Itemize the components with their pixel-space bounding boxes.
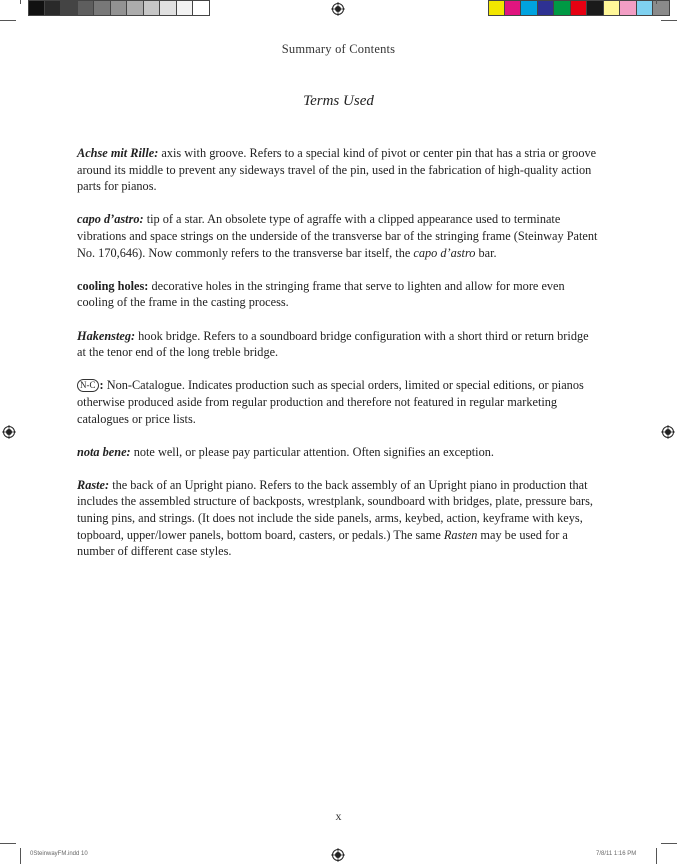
glossary-term: Achse mit Rille: xyxy=(77,146,159,160)
registration-mark-icon xyxy=(331,2,345,16)
calibration-swatch xyxy=(587,0,604,16)
registration-mark-icon xyxy=(331,848,345,862)
calibration-swatch xyxy=(488,0,505,16)
calibration-swatch xyxy=(78,0,95,16)
calibration-swatch xyxy=(538,0,555,16)
section-title: Terms Used xyxy=(303,93,374,109)
calibration-swatch xyxy=(61,0,78,16)
calibration-swatch xyxy=(177,0,194,16)
glossary-definition: decorative holes in the stringing frame that serve to lighten and allow for more even cooling of the frame in the casting process. xyxy=(77,278,565,310)
calibration-swatch xyxy=(160,0,177,16)
glossary-entry-non-catalogue xyxy=(77,377,600,427)
glossary-definition: hook bridge. Refers to a soundboard bridge configuration with a short third or return bridge at the tenor end of the long treble bridge. xyxy=(77,328,589,360)
calibration-swatch xyxy=(637,0,654,16)
registration-mark-icon xyxy=(661,425,675,439)
calibration-swatch xyxy=(554,0,571,16)
calibration-swatch xyxy=(521,0,538,16)
crop-mark xyxy=(20,0,21,4)
glossary-definition: tip of a star. An obsolete type of agraffe with a clipped appearance used to terminate vibrations and space strings on the underside of the transverse bar of the stringing frame (Steinway Patent No. 170,646). Now commonly refers to the transverse bar itself, the xyxy=(77,212,598,260)
calibration-swatch xyxy=(144,0,161,16)
crop-mark xyxy=(0,843,16,844)
grayscale-calibration-bar xyxy=(28,0,210,16)
crop-mark xyxy=(656,0,657,4)
calibration-swatch xyxy=(571,0,588,16)
glossary-entry-achse-mit-rille xyxy=(77,145,600,195)
glossary-entry-cooling-holes xyxy=(77,278,600,311)
calibration-swatch xyxy=(127,0,144,16)
glossary-definition-italic: capo d’astro xyxy=(413,245,476,260)
calibration-swatch xyxy=(620,0,637,16)
calibration-swatch xyxy=(111,0,128,16)
calibration-swatch xyxy=(193,0,210,16)
crop-mark xyxy=(661,843,677,844)
glossary-entry-nota-bene xyxy=(77,444,600,461)
glossary-definition-end: bar. xyxy=(478,245,497,260)
glossary-term: cooling holes: xyxy=(77,278,149,293)
calibration-swatch xyxy=(94,0,111,16)
calibration-swatch xyxy=(45,0,62,16)
crop-mark xyxy=(0,20,16,21)
crop-mark xyxy=(661,20,677,21)
file-slug: 0SteinwayFM.indd 10 xyxy=(30,851,88,857)
glossary-term: capo d’astro: xyxy=(77,212,144,227)
glossary-body xyxy=(77,145,600,576)
glossary-entry-capo-dastro xyxy=(77,211,600,261)
glossary-definition: Non-Catalogue. Indicates production such as special orders, limited or special editions, or pianos otherwise produced aside from regular production and therefore not featured in regular marketing catalogues or price lists. xyxy=(77,378,584,426)
glossary-definition-end: may be used for a number of different case styles. xyxy=(77,527,568,559)
calibration-swatch xyxy=(28,0,45,16)
crop-mark xyxy=(20,848,21,864)
glossary-term: nota bene: xyxy=(77,444,131,459)
calibration-swatch xyxy=(505,0,522,16)
glossary-term: Raste: xyxy=(77,477,110,492)
glossary-entry-hakensteg xyxy=(77,328,600,361)
date-slug: 7/8/11 1:16 PM xyxy=(596,851,637,857)
glossary-term: Hakensteg: xyxy=(77,328,136,343)
glossary-definition: note well, or please pay particular attention. Often signifies an exception. xyxy=(133,444,494,459)
calibration-swatch xyxy=(604,0,621,16)
crop-mark xyxy=(656,848,657,864)
page-number: x xyxy=(335,809,342,823)
glossary-term-suffix: : xyxy=(99,378,104,393)
color-calibration-bar xyxy=(488,0,670,16)
glossary-definition: the back of an Upright piano. Refers to the back assembly of an Upright piano in production that includes the assembled structure of backposts, wrestplank, soundboard with bridges, plate, pressure bars, tuning pins, and strings. (It does not include the side panels, arms, keybed, action, keyframe with keys, topboard, upper/lower panels, bottom board, casters, or pedals.) The same xyxy=(77,477,594,542)
non-catalogue-badge: N-C xyxy=(77,379,99,392)
running-head: Summary of Contents xyxy=(281,42,396,56)
glossary-definition: axis with groove. Refers to a special kind of pivot or center pin that has a stria or groove around its middle to prevent any sideways travel of the pin, used in the fabrication of high-quality action parts for pianos. xyxy=(77,146,597,194)
glossary-entry-raste xyxy=(77,477,600,560)
registration-mark-icon xyxy=(2,425,16,439)
glossary-definition-italic: Rasten xyxy=(443,527,478,542)
